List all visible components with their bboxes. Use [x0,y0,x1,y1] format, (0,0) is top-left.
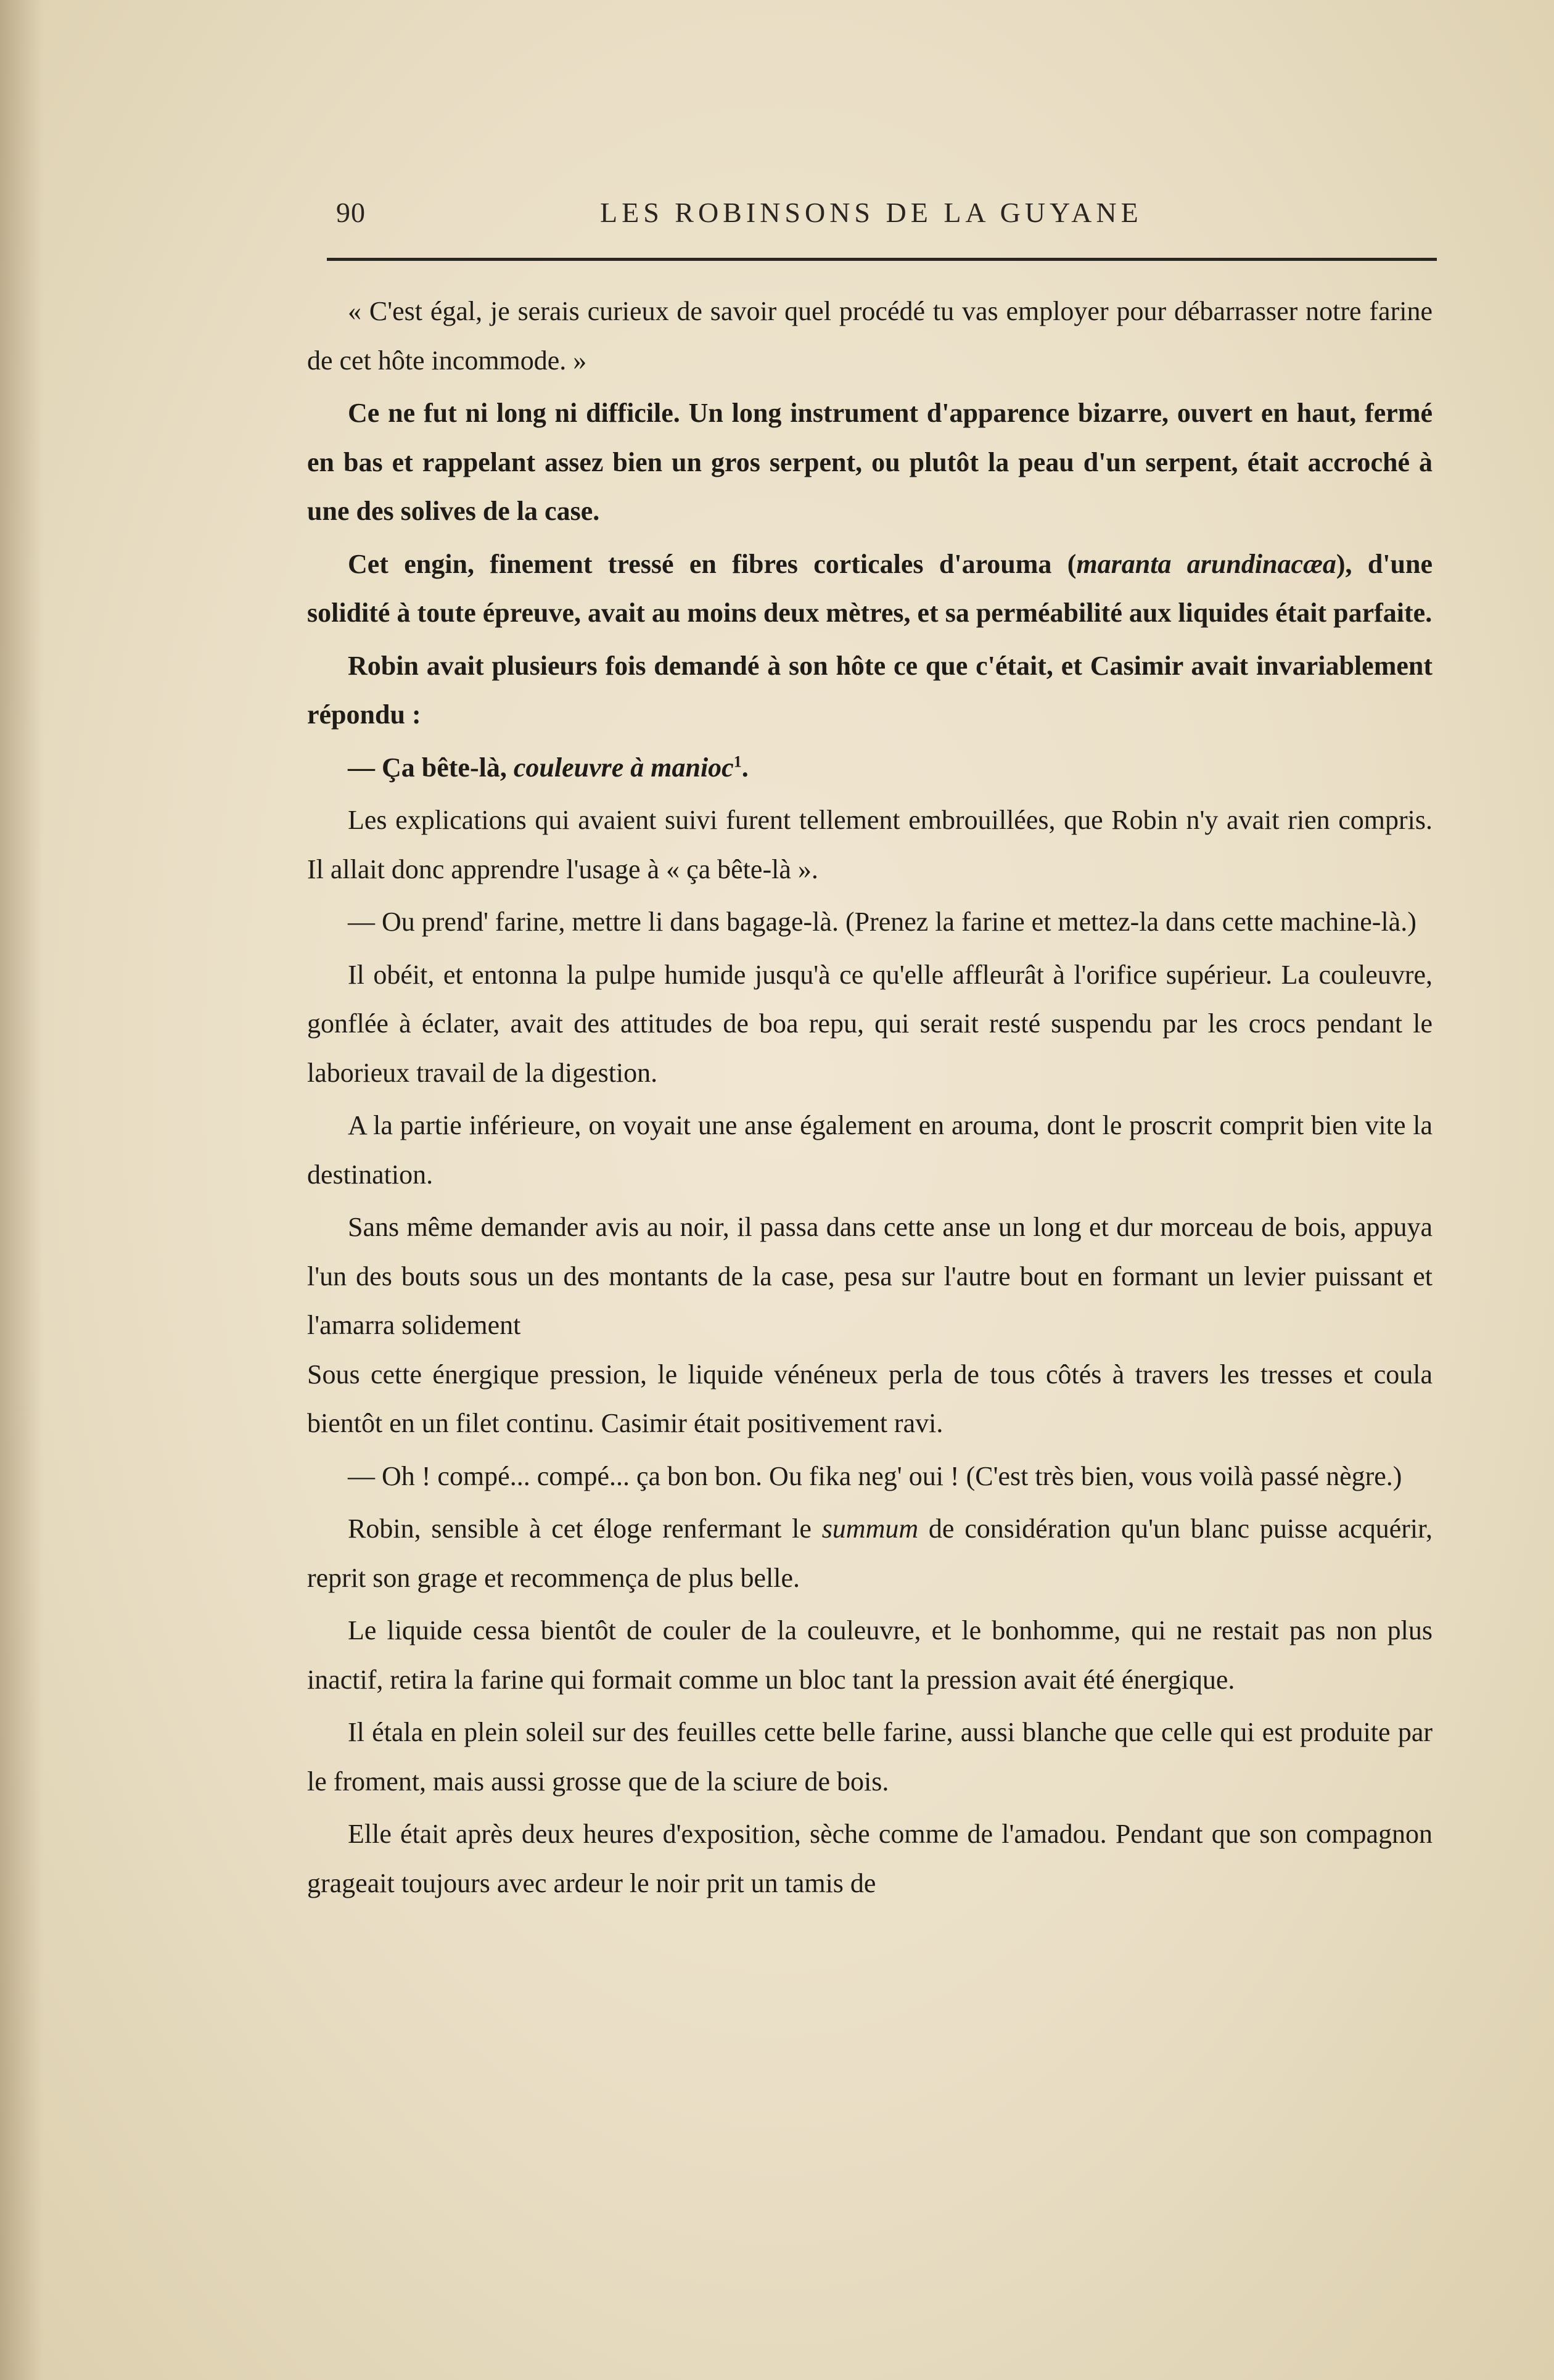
paragraph [307,897,1433,947]
paragraph [307,1708,1433,1806]
paragraph-text: Le liquide cessa bientôt de couler de la couleuvre, et le bonhomme, qui ne restait pas non plus inactif, retira la farine qui formait comme un bloc tant la pression avait été énergique. [307,1615,1433,1695]
page-header [336,196,1434,239]
paragraph-text: — Oh ! compé... compé... ça bon bon. Ou fika neg' oui ! (C'est très bien, vous voilà passé nègre.) [348,1460,1402,1491]
paragraph-text: Robin, sensible à cet éloge renfermant le [348,1513,822,1544]
paragraph-text: — Ou prend' farine, mettre li dans bagage-là. (Prenez la farine et mettez-la dans cette machine-là.) [348,907,1416,937]
paragraph [307,950,1433,1098]
paragraph-text: — Ça bête-là, [348,752,514,783]
paragraph-text: Robin avait plusieurs fois demandé à son hôte ce que c'était, et Casimir avait invariablement répondu : [307,650,1433,730]
header-rule [327,258,1437,261]
italic-term: maranta arundinacæa [1076,548,1336,579]
paragraph [307,641,1433,739]
page-number: 90 [336,197,366,228]
paragraph [307,796,1433,894]
paragraph [307,1203,1433,1350]
paragraph-text: A la partie inférieure, on voyait une anse également en arouma, dont le proscrit comprit bien vite la destination. [307,1110,1433,1190]
paragraph-text: « C'est égal, je serais curieux de savoir quel procédé tu vas employer pour débarrasser notre farine de cet hôte incommode. » [307,296,1433,376]
paragraph [307,287,1433,385]
paragraph-text: ), d'une solidité à toute épreuve, avait au moins deux mètres, et sa perméabilité aux liquides était parfaite. [307,548,1433,628]
paragraph [307,1350,1433,1448]
paragraph-text: Elle était après deux heures d'exposition, sèche comme de l'amadou. Pendant que son compagnon grageait toujours avec ardeur le noir prit un tamis de [307,1819,1433,1898]
paragraph [307,1810,1433,1908]
paragraph [307,1452,1433,1501]
paragraph-text: Il étala en plein soleil sur des feuilles cette belle farine, aussi blanche que celle qui est produite par le froment, mais aussi grosse que de la sciure de bois. [307,1717,1433,1797]
running-title: LES ROBINSONS DE LA GUYANE [600,197,1143,228]
paragraph-text: Sans même demander avis au noir, il passa dans cette anse un long et dur morceau de bois, appuya l'un des bouts sous un des montants de la case, pesa sur l'autre bout en formant un levier puissant et l'amarra solidement [307,1212,1433,1340]
paragraph-text: Il obéit, et entonna la pulpe humide jusqu'à ce qu'elle affleurât à l'orifice supérieur. La couleuvre, gonflée à éclater, avait des attitudes de boa repu, qui serait resté suspendu par les crocs pendant le laborieux travail de la digestion. [307,959,1433,1088]
paragraph-text: Ce ne fut ni long ni difficile. Un long instrument d'apparence bizarre, ouvert en haut, fermé en bas et rappelant assez bien un gros serpent, ou plutôt la peau d'un serpent, était accroché à une des solives de la case. [307,398,1433,526]
paragraph-text: Sous cette énergique pression, le liquide vénéneux perla de tous côtés à travers les tresses et coula bientôt en un filet continu. Casimir était positivement ravi. [307,1359,1433,1438]
paragraph [307,540,1433,638]
italic-term: summum [821,1513,919,1544]
paragraph-text: . [741,752,749,783]
paragraph-text: Les explications qui avaient suivi furent tellement embrouillées, que Robin n'y avait rien compris. Il allait donc apprendre l'usage à « ça bête-là ». [307,805,1433,884]
paragraph [307,1504,1433,1602]
body-text [307,287,1433,1908]
page-edge-shadow [0,0,43,2380]
italic-term: couleuvre à manioc [513,752,734,783]
paragraph [307,389,1433,536]
paragraph [307,1606,1433,1704]
footnote-mark: 1 [733,752,742,770]
paragraph [307,743,1433,793]
paragraph-text: de considération qu'un blanc puisse acquérir, reprit son grage et recommença de plus belle. [307,1513,1433,1593]
paragraph [307,1101,1433,1199]
paragraph-text: Cet engin, finement tressé en fibres corticales d'arouma ( [348,548,1077,579]
